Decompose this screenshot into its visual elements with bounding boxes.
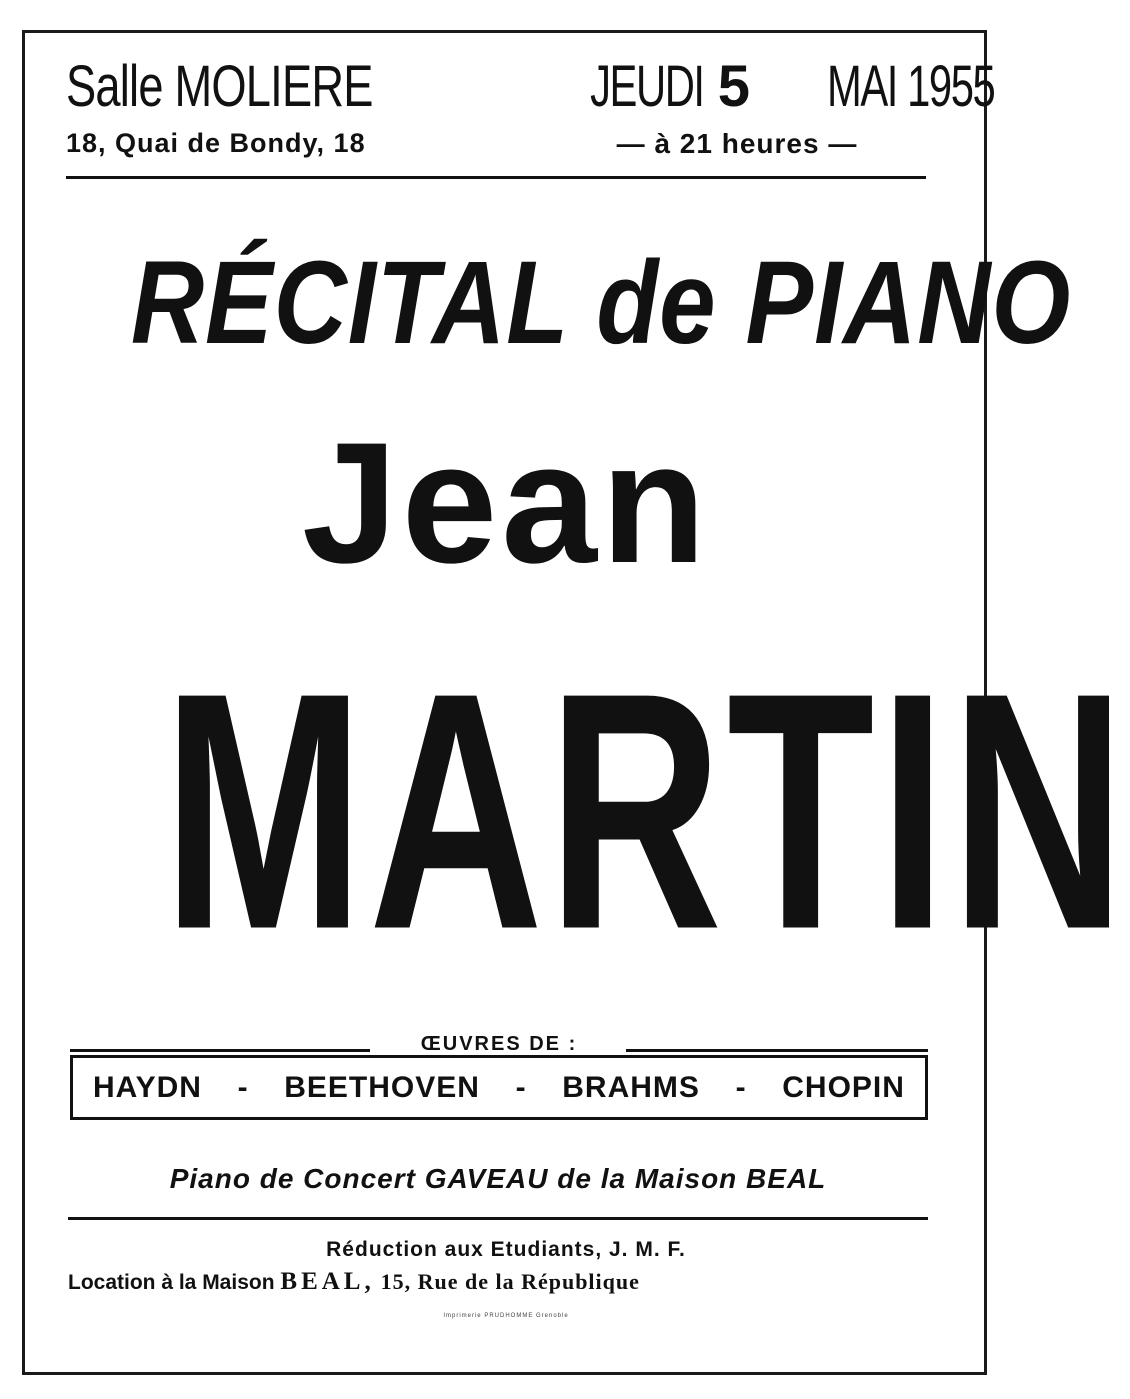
location-street: 15, Rue de la République [380,1269,640,1294]
composer-name: CHOPIN [782,1070,905,1104]
composer-name: BRAHMS [562,1070,700,1104]
composer-separator: - [515,1070,527,1104]
works-heading: ŒUVRES DE : [420,1033,578,1055]
piano-note: Piano de Concert GAVEAU de la Maison BEAL [169,1163,827,1194]
works-heading-right-rule [626,1049,928,1052]
composer-name: BEETHOVEN [284,1070,480,1104]
date-day: 5 [717,54,748,119]
composer-separator: - [237,1070,249,1104]
event-title: RÉCITAL de PIANO [130,237,1072,369]
location-shop: BEAL, [280,1268,375,1295]
composer-separator: - [735,1070,747,1104]
performer-last-name: MARTIN [162,623,1130,1000]
printer-credit: Imprimerie PRUDHOMME Grenoble [443,1313,569,1319]
venue-name: Salle MOLIERE [66,54,373,119]
event-date [546,52,995,122]
footer-divider [68,1217,928,1220]
performer-first-name: Jean [301,407,711,599]
composers-list [70,1055,928,1120]
venue-address: 18, Quai de Bondy, 18 [66,128,366,158]
event-time: — à 21 heures — [616,128,858,159]
date-weekday: JEUDI [590,54,704,119]
student-discount: Réduction aux Etudiants, J. M. F. [326,1238,686,1261]
ticket-location [68,1268,640,1296]
header-divider [66,176,926,179]
date-month-year: MAI 1955 [827,54,995,119]
composer-name: HAYDN [93,1070,202,1104]
location-prefix: Location à la Maison [68,1271,275,1294]
